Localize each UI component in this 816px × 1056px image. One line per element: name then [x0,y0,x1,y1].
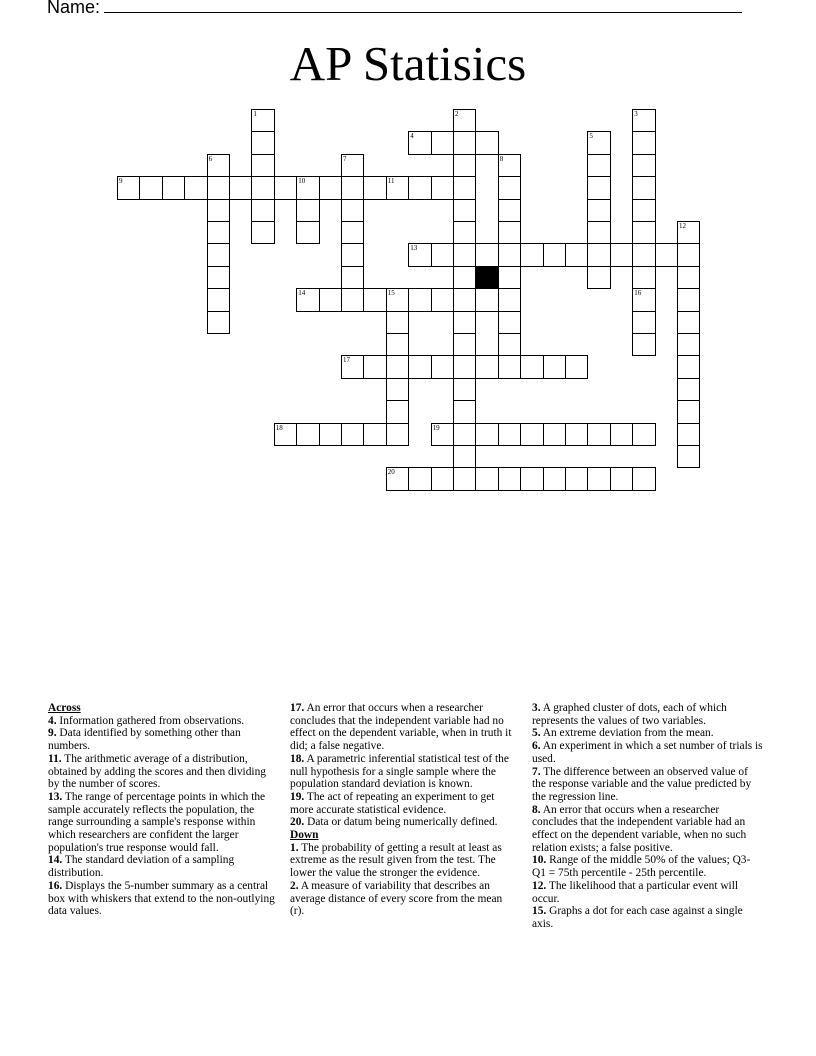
crossword-cell [386,333,409,356]
crossword-cell [632,243,655,266]
crossword-cell [677,288,700,311]
crossword-cell [475,131,498,154]
crossword-cell [296,423,319,446]
crossword-cell [632,176,655,199]
crossword-cell [341,199,364,222]
crossword-cell [431,176,454,199]
clue-item [532,880,764,905]
clue-number-label: 6. [532,740,541,753]
crossword-cell [386,400,409,423]
crossword-cell [498,199,521,222]
clue-text: A measure of variability that describes an average distance of every score from the mean (r). [290,879,503,918]
crossword-cell [453,355,476,378]
clue-item [290,880,518,918]
crossword-cell [632,154,655,177]
clue-text: An extreme deviation from the mean. [542,727,714,740]
crossword-cell [543,243,566,266]
crossword-cell [498,266,521,289]
crossword-cell [498,355,521,378]
crossword-cell [207,221,230,244]
clue-number-label: 4. [48,714,57,727]
crossword-cell [498,154,521,177]
clue-item [532,804,764,855]
clue-number-label: 11. [48,752,62,765]
crossword-cell [296,288,319,311]
crossword-cell [251,199,274,222]
name-label: Name: [47,0,101,17]
clues-column-2 [290,702,518,918]
crossword-cell [565,423,588,446]
crossword-cell [475,355,498,378]
clue-number-label: 3. [532,702,541,714]
crossword-cell [453,176,476,199]
crossword-cell [207,199,230,222]
crossword-cell [632,199,655,222]
crossword-cell [117,176,140,199]
clue-item [48,854,280,879]
crossword-cell [363,288,386,311]
crossword-cell [453,266,476,289]
crossword-cell [520,467,543,490]
clue-text: Range of the middle 50% of the values; Q3-Q1 = 75th percentile - 25th percentile. [532,854,751,880]
clue-item [532,766,764,804]
crossword-cell [319,288,342,311]
clue-section-header: Down [290,829,319,842]
crossword-cell [677,378,700,401]
crossword-cell [498,243,521,266]
crossword-cell [543,423,566,446]
clue-number-label: 12. [532,879,547,892]
crossword-cell [655,243,678,266]
crossword-cell [677,355,700,378]
crossword-cell [498,423,521,446]
clue-number: 14 [298,289,306,298]
crossword-cell [453,199,476,222]
crossword-cell [184,176,207,199]
crossword-cell [251,109,274,132]
crossword-cell [632,266,655,289]
clue-item [532,702,764,727]
crossword-cell [632,221,655,244]
crossword-cell [453,311,476,334]
crossword-cell [543,355,566,378]
clue-section-header: Across [48,702,81,714]
crossword-cell [408,467,431,490]
crossword-cell [453,221,476,244]
clue-number: 10 [298,177,306,186]
clue-number-label: 17. [290,702,305,714]
clue-number: 1 [253,110,257,118]
clue-number: 4 [410,132,414,141]
crossword-cell [408,355,431,378]
clue-number: 19 [432,423,440,432]
clue-item [532,854,764,879]
clue-text: A graphed cluster of dots, each of which represents the values of two variables. [532,702,727,727]
crossword-cell [386,423,409,446]
crossword-cell [408,288,431,311]
crossword-cell [341,288,364,311]
clue-number: 11 [387,177,395,186]
clue-text: The difference between an observed value of the response variable and the value predicted by the regression line. [532,765,752,803]
crossword-cell [498,467,521,490]
crossword-cell [207,176,230,199]
crossword-cell [587,199,610,222]
clue-item [48,715,280,728]
crossword-cell [408,243,431,266]
crossword-cell [296,199,319,222]
clue-number: 5 [589,132,593,141]
crossword-cell [162,176,185,199]
clue-item [48,880,280,918]
crossword-cell [453,288,476,311]
clue-number-label: 10. [532,854,547,867]
crossword-cell [251,154,274,177]
clue-item [290,842,518,880]
clue-text: The range of percentage points in which the sample accurately reflects the population, the range surrounding a sample's response within which researchers are confident the larger population's true response would fall. [48,790,266,854]
clue-item [290,702,518,753]
crossword-cell [520,243,543,266]
clue-number-label: 16. [48,879,63,892]
crossword-cell [565,467,588,490]
crossword-cell [386,176,409,199]
crossword-cell [677,266,700,289]
crossword-cell [498,288,521,311]
crossword-cell [632,423,655,446]
clue-number: 3 [634,110,638,118]
crossword-cell [453,400,476,423]
clue-text: An error that occurs when a researcher concludes that the independent variable had no effect on the dependent variable, when in truth it did; a false negative. [290,702,512,753]
crossword-cell [386,311,409,334]
crossword-cell [498,333,521,356]
crossword-cell [587,221,610,244]
crossword-cell [543,467,566,490]
crossword-cell [341,266,364,289]
crossword-cell [677,243,700,266]
crossword-cell [565,243,588,266]
crossword-cell [453,423,476,446]
clue-number-label: 18. [290,752,305,765]
clue-text: The standard deviation of a sampling distribution. [48,854,235,880]
clue-number: 12 [679,222,686,230]
clue-number: 15 [387,289,395,298]
crossword-cell [632,109,655,132]
clue-text: An error that occurs when a researcher concludes that the independent variable had an effect on the dependent variable, when no such relation exists; a false positive. [532,803,747,854]
crossword-cell [610,243,633,266]
crossword-cell [475,467,498,490]
crossword-cell [632,311,655,334]
crossword-cell [677,423,700,446]
clue-number: 17 [343,356,350,365]
crossword-cell [408,176,431,199]
clue-text: An experiment in which a set number of trials is used. [532,740,763,765]
clue-number: 6 [208,154,213,163]
crossword-cell [139,176,162,199]
clue-item [48,727,280,752]
crossword-cell [587,423,610,446]
crossword-cell [296,176,319,199]
crossword-cell [207,154,230,177]
crossword-cell [431,423,454,446]
clue-item [48,753,280,791]
clue-number-label: 15. [532,905,547,918]
crossword-cell [587,266,610,289]
crossword-cell [632,333,655,356]
clue-number-label: 8. [532,803,541,816]
clue-number-label: 7. [532,765,541,778]
crossword-grid [0,0,816,520]
crossword-cell [632,467,655,490]
clue-number: 16 [634,289,642,298]
crossword-cell [498,221,521,244]
clue-number: 20 [387,468,395,477]
clue-number: 2 [455,110,459,118]
crossword-cell [341,154,364,177]
crossword-cell [453,333,476,356]
crossword-cell [363,176,386,199]
clue-item [290,753,518,791]
crossword-cell [520,355,543,378]
crossword-cell [431,131,454,154]
clue-text: Data or datum being numerically defined. [307,816,498,829]
clue-item [290,816,518,829]
crossword-cell [610,423,633,446]
crossword-cell [475,243,498,266]
crossword-cell [453,467,476,490]
clue-number-label: 13. [48,790,63,803]
clue-number-label: 14. [48,854,63,867]
crossword-cell [251,131,274,154]
clue-text: Displays the 5-number summary as a central box with whiskers that extend to the non-outlying data values. [48,879,275,918]
clue-number: 7 [343,154,347,163]
clue-number-label: 5. [532,727,541,740]
crossword-cell [587,131,610,154]
clue-number-label: 20. [290,816,305,829]
crossword-cell [431,243,454,266]
crossword-cell [341,176,364,199]
crossword-cell [677,333,700,356]
crossword-cell [498,176,521,199]
crossword-cell [498,311,521,334]
crossword-cell [386,355,409,378]
crossword-cell [341,221,364,244]
crossword-cell [207,243,230,266]
crossword-cell [453,109,476,132]
crossword-cell [341,243,364,266]
clue-text: The probability of getting a result at least as extreme as the result given from the test. The lower the value the stronger the evidence. [290,841,502,880]
crossword-cell [319,176,342,199]
blocked-cell [475,266,498,289]
crossword-cell [363,355,386,378]
crossword-cell [274,423,297,446]
crossword-cell [207,266,230,289]
crossword-cell [475,288,498,311]
clue-item [290,791,518,816]
clue-text: The likelihood that a particular event will occur. [532,879,739,905]
crossword-cell [431,288,454,311]
clue-number: 13 [410,244,418,253]
crossword-cell [386,288,409,311]
crossword-cell [251,176,274,199]
crossword-cell [632,131,655,154]
crossword-cell [207,311,230,334]
clue-text: The arithmetic average of a distribution, obtained by adding the scores and then dividing by the number of scores. [48,752,266,791]
crossword-cell [386,467,409,490]
crossword-cell [677,221,700,244]
clue-text: Graphs a dot for each case against a single axis. [532,905,743,930]
crossword-cell [431,355,454,378]
clue-item [48,791,280,855]
clue-number: 8 [499,154,504,163]
clue-number: 9 [119,177,123,186]
crossword-cell [677,445,700,468]
clue-number-label: 1. [290,841,299,854]
clues-column-3 [532,702,764,931]
crossword-cell [677,311,700,334]
crossword-cell [632,288,655,311]
crossword-cell [565,355,588,378]
crossword-cell [207,288,230,311]
crossword-cell [274,176,297,199]
crossword-cell [319,423,342,446]
crossword-cell [587,467,610,490]
crossword-cell [251,221,274,244]
crossword-cell [453,131,476,154]
crossword-cell [296,221,319,244]
crossword-cell [475,423,498,446]
clue-number-label: 2. [290,879,299,892]
crossword-cell [587,154,610,177]
crossword-cell [587,176,610,199]
crossword-cell [386,378,409,401]
clue-item [532,727,764,740]
clue-text: A parametric inferential statistical test of the null hypothesis for a single sample where the population standard deviation is known. [290,752,509,791]
crossword-cell [408,131,431,154]
clue-item [532,905,764,930]
crossword-cell [453,378,476,401]
clue-number: 18 [275,423,283,432]
page-title: AP Statisics [289,36,527,91]
crossword-cell [341,423,364,446]
crossword-cell [229,176,252,199]
crossword-cell [453,154,476,177]
crossword-cell [453,243,476,266]
crossword-cell [587,243,610,266]
clue-number-label: 9. [48,727,57,740]
crossword-cell [520,423,543,446]
crossword-cell [453,445,476,468]
crossword-cell [610,467,633,490]
crossword-cell [341,355,364,378]
clues-column-1 [48,702,280,918]
clue-text: Information gathered from observations. [59,714,245,727]
crossword-cell [677,400,700,423]
crossword-cell [363,423,386,446]
clue-text: The act of repeating an experiment to get more accurate statistical evidence. [290,790,495,816]
clue-text: Data identified by something other than numbers. [48,727,241,753]
clue-number-label: 19. [290,790,305,803]
clue-item [532,740,764,765]
crossword-cell [431,467,454,490]
